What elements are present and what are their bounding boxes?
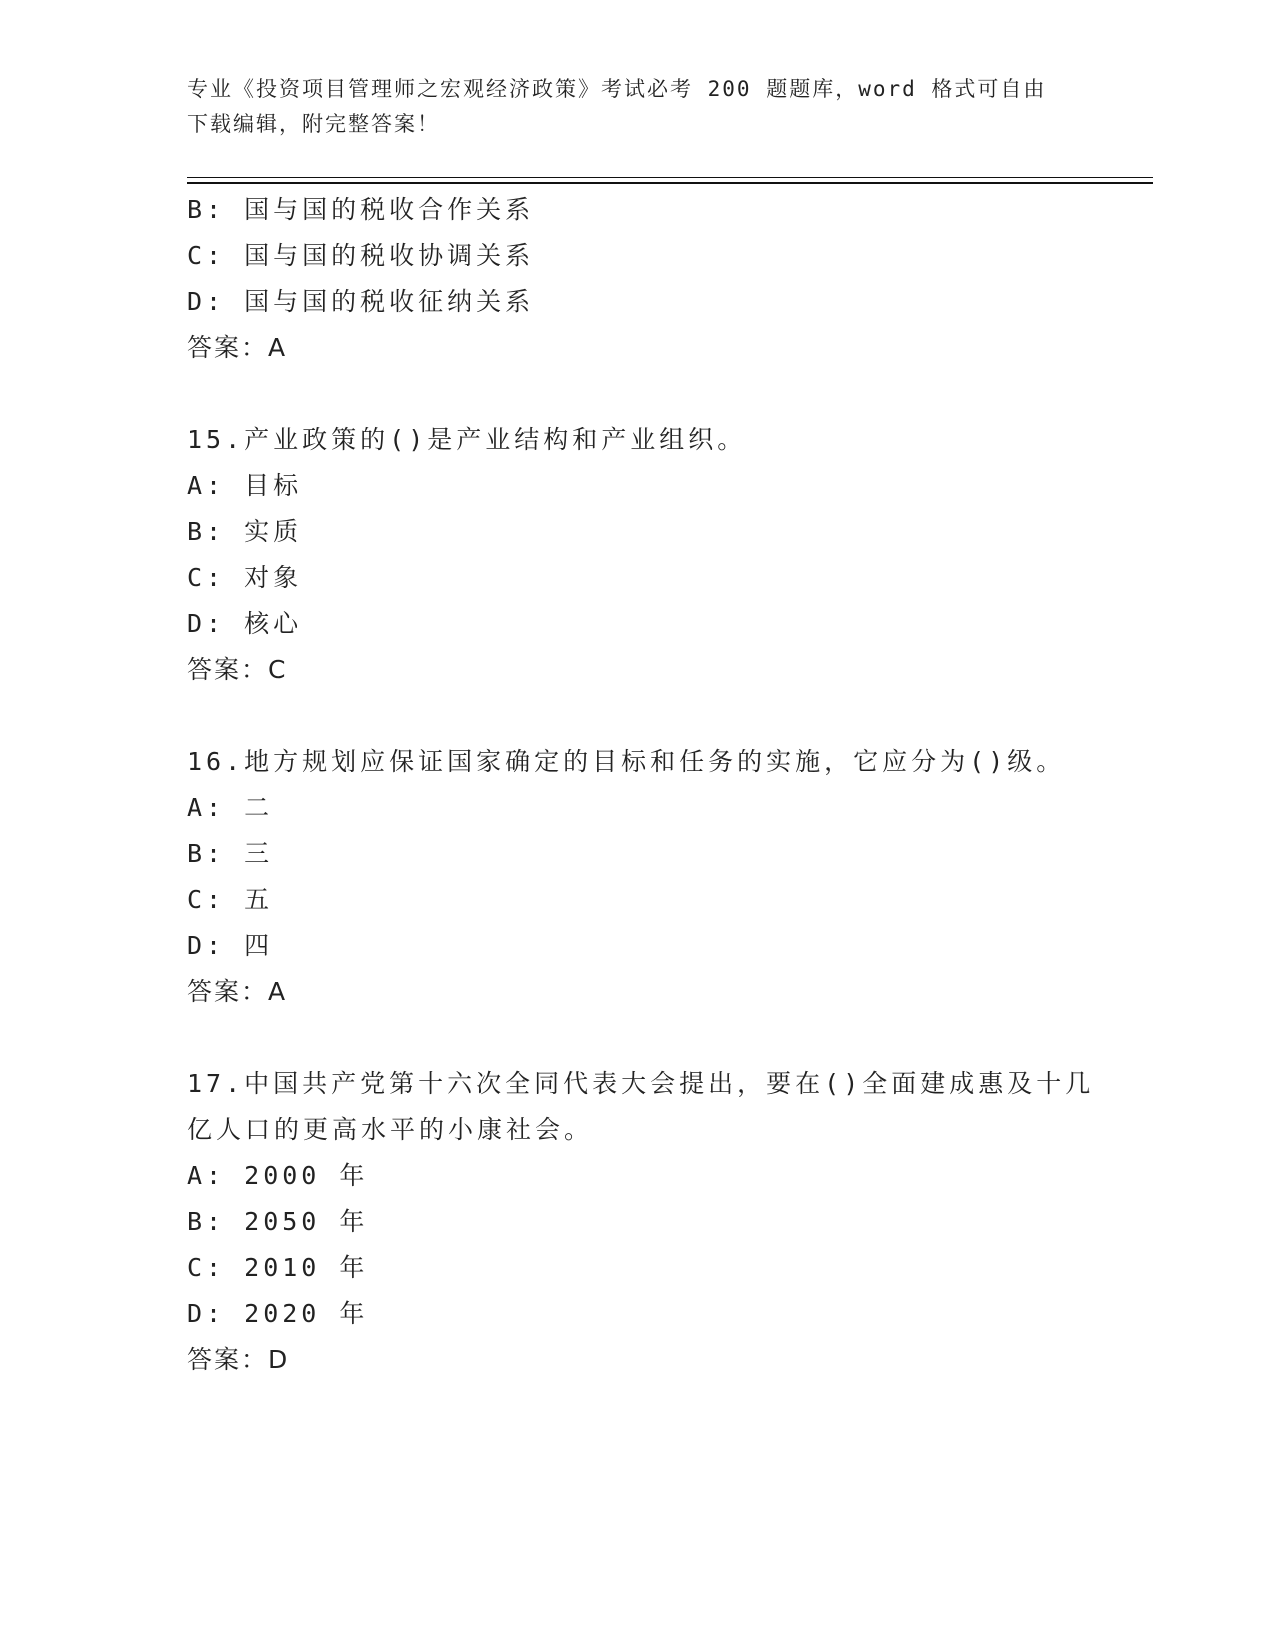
header-divider-thin (187, 177, 1153, 178)
option-b: B: 三 (187, 839, 274, 868)
option-c: C: 2010 年 (187, 1253, 369, 1282)
option-b: B: 国与国的税收合作关系 (187, 195, 535, 224)
document-header (187, 72, 1067, 142)
answer-line: 答案：A (187, 977, 288, 1006)
option-d: D: 核心 (187, 609, 303, 638)
question-17-text-line-2: 亿人口的更高水平的小康社会。 (187, 1115, 594, 1144)
option-d: D: 国与国的税收征纳关系 (187, 287, 535, 316)
question-list (187, 187, 1095, 1383)
option-b: B: 2050 年 (187, 1207, 369, 1236)
option-c: C: 国与国的税收协调关系 (187, 241, 535, 270)
header-line-1: 专业《投资项目管理师之宏观经济政策》考试必考 200 题题库，word 格式可自由 (187, 77, 1047, 101)
header-divider-thick (187, 182, 1153, 184)
option-d: D: 四 (187, 931, 274, 960)
answer-line: 答案：D (187, 1345, 290, 1374)
option-a: A: 2000 年 (187, 1161, 369, 1190)
header-line-2: 下载编辑，附完整答案！ (187, 112, 440, 136)
question-17-text-line-1: 17.中国共产党第十六次全同代表大会提出，要在()全面建成惠及十几 (187, 1069, 1095, 1098)
answer-line: 答案：C (187, 655, 288, 684)
question-15-text: 15.产业政策的()是产业结构和产业组织。 (187, 425, 747, 454)
answer-line: 答案：A (187, 333, 288, 362)
option-c: C: 五 (187, 885, 274, 914)
option-a: A: 目标 (187, 471, 303, 500)
option-d: D: 2020 年 (187, 1299, 369, 1328)
option-c: C: 对象 (187, 563, 303, 592)
question-16-text: 16.地方规划应保证国家确定的目标和任务的实施，它应分为()级。 (187, 747, 1066, 776)
option-b: B: 实质 (187, 517, 303, 546)
option-a: A: 二 (187, 793, 274, 822)
